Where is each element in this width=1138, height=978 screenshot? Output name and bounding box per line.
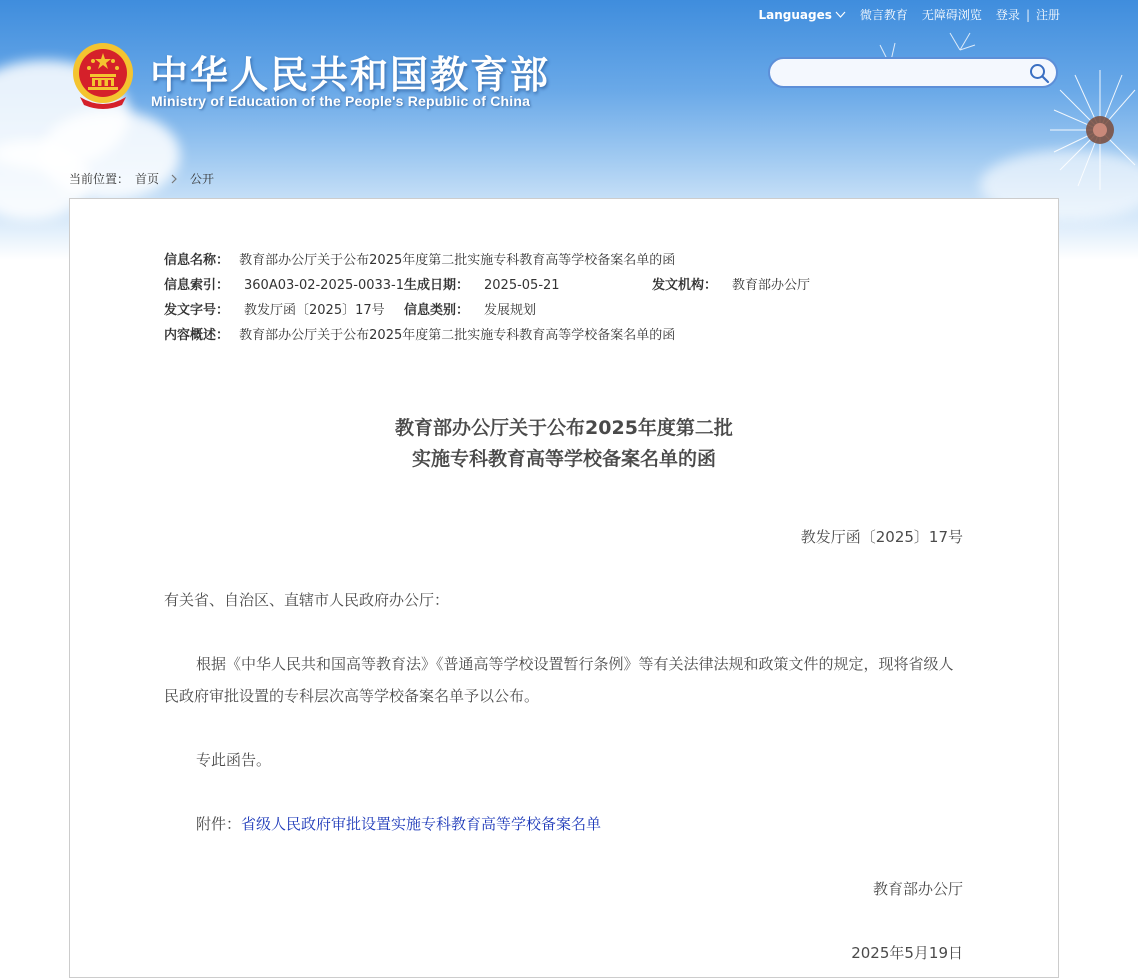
- meta-row-index: [164, 277, 811, 302]
- attachment-label: 附件：: [196, 815, 242, 833]
- login-link[interactable]: 登录: [995, 8, 1020, 22]
- accessibility-link[interactable]: 无障碍浏览: [921, 8, 982, 22]
- breadcrumb-home[interactable]: 首页: [135, 172, 160, 186]
- search-box: [768, 57, 1058, 88]
- meta-row-name: [164, 252, 675, 277]
- document-title: [164, 413, 964, 475]
- meta-value-category: 发展规划: [484, 303, 537, 318]
- chevron-down-icon: [835, 11, 846, 19]
- search-icon[interactable]: [1028, 62, 1050, 84]
- site-subtitle: Ministry of Education of the People's Republic of China: [151, 93, 531, 109]
- meta-value-date: 2025-05-21: [484, 278, 560, 293]
- weibo-link[interactable]: 微言教育: [859, 8, 908, 22]
- meta-label-index: 信息索引：: [164, 278, 230, 293]
- link-separator: |: [1025, 7, 1030, 22]
- register-link[interactable]: 注册: [1035, 8, 1060, 22]
- chevron-right-icon: [171, 174, 178, 184]
- breadcrumb: [69, 170, 214, 187]
- meta-label-summary: 内容概述：: [164, 328, 230, 343]
- meta-value-docno: 教发厅函〔2025〕17号: [244, 303, 385, 318]
- info-metadata: [164, 252, 811, 352]
- attachment-link[interactable]: 省级人民政府审批设置实施专科教育高等学校备案名单: [241, 815, 602, 833]
- search-input[interactable]: [782, 63, 1026, 85]
- top-links: [759, 6, 1061, 23]
- meta-label-category: 信息类别：: [404, 303, 470, 318]
- meta-value-index: 360A03-02-2025-0033-1: [244, 278, 404, 293]
- meta-value-summary: 教育部办公厅关于公布2025年度第二批实施专科教育高等学校备案名单的函: [239, 328, 676, 343]
- signature-date: 2025年5月19日: [851, 944, 963, 962]
- meta-row-docno: [164, 302, 675, 327]
- languages-label: Languages: [758, 7, 832, 22]
- body-paragraph: 根据《中华人民共和国高等教育法》《普通高等学校设置暂行条例》等有关法律法规和政策文件的规定，现将省级人民政府审批设置的专科层次高等学校备案名单予以公布。: [164, 655, 954, 705]
- document-title-line2: 实施专科教育高等学校备案名单的函: [411, 448, 716, 470]
- breadcrumb-prefix: 当前位置：: [69, 172, 130, 186]
- meta-row-summary: [164, 327, 675, 352]
- closing-text: 专此函告。: [196, 751, 272, 769]
- national-emblem-icon[interactable]: [70, 41, 136, 109]
- signer: 教育部办公厅: [872, 880, 963, 898]
- breadcrumb-current[interactable]: 公开: [190, 172, 215, 186]
- meta-label-docno: 发文字号：: [164, 303, 230, 318]
- site-title: 中华人民共和国教育部: [150, 53, 551, 97]
- meta-value-org: 教育部办公厅: [732, 278, 811, 293]
- meta-label-org: 发文机构：: [652, 278, 718, 293]
- salutation: 有关省、自治区、直辖市人民政府办公厅：: [164, 591, 450, 609]
- document-number: 教发厅函〔2025〕17号: [800, 528, 963, 546]
- languages-menu[interactable]: [759, 8, 846, 22]
- attachment-line: [164, 808, 964, 840]
- document-title-line1: 教育部办公厅关于公布2025年度第二批: [395, 417, 733, 439]
- meta-label-name: 信息名称：: [164, 253, 230, 268]
- meta-value-name: 教育部办公厅关于公布2025年度第二批实施专科教育高等学校备案名单的函: [239, 253, 676, 268]
- meta-label-date: 生成日期：: [404, 278, 470, 293]
